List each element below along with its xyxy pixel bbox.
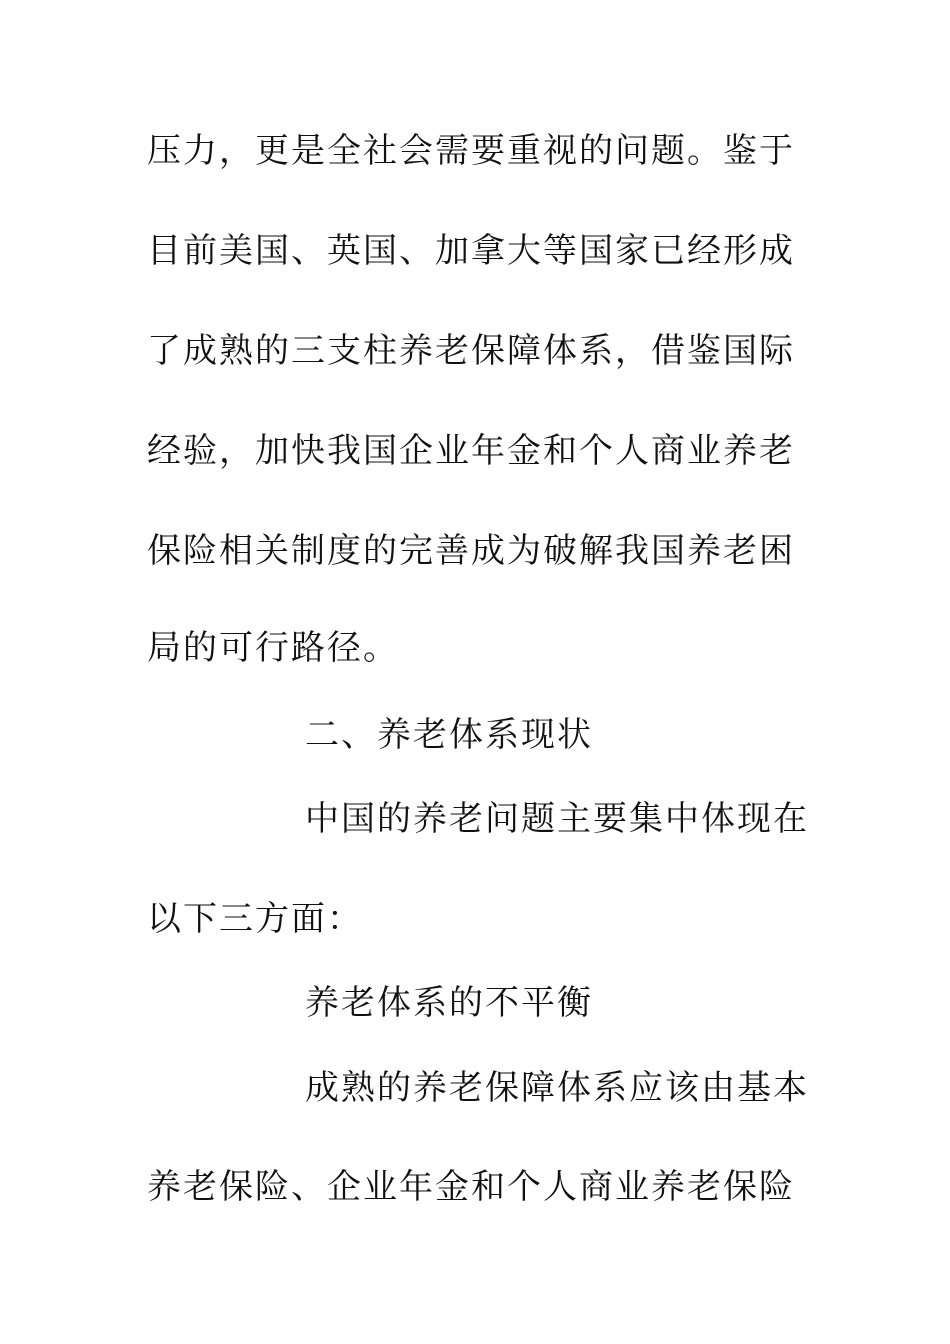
paragraph-line: 了成熟的三支柱养老保障体系，借鉴国际 (147, 331, 795, 371)
paragraph-line: 保险相关制度的完善成为破解我国养老困 (147, 531, 795, 571)
paragraph-line: 局的可行路径。 (147, 628, 399, 668)
paragraph-line: 经验，加快我国企业年金和个人商业养老 (147, 431, 795, 471)
section-heading: 二、养老体系现状 (305, 715, 593, 755)
paragraph-line: 压力，更是全社会需要重视的问题。鉴于 (147, 131, 795, 171)
subheading: 养老体系的不平衡 (305, 983, 593, 1023)
paragraph-line: 目前美国、英国、加拿大等国家已经形成 (147, 231, 795, 271)
paragraph-line: 中国的养老问题主要集中体现在 (305, 799, 809, 839)
paragraph-line: 养老保险、企业年金和个人商业养老保险 (147, 1167, 795, 1207)
paragraph-line: 以下三方面： (147, 899, 363, 939)
paragraph-line: 成熟的养老保障体系应该由基本 (305, 1068, 809, 1108)
